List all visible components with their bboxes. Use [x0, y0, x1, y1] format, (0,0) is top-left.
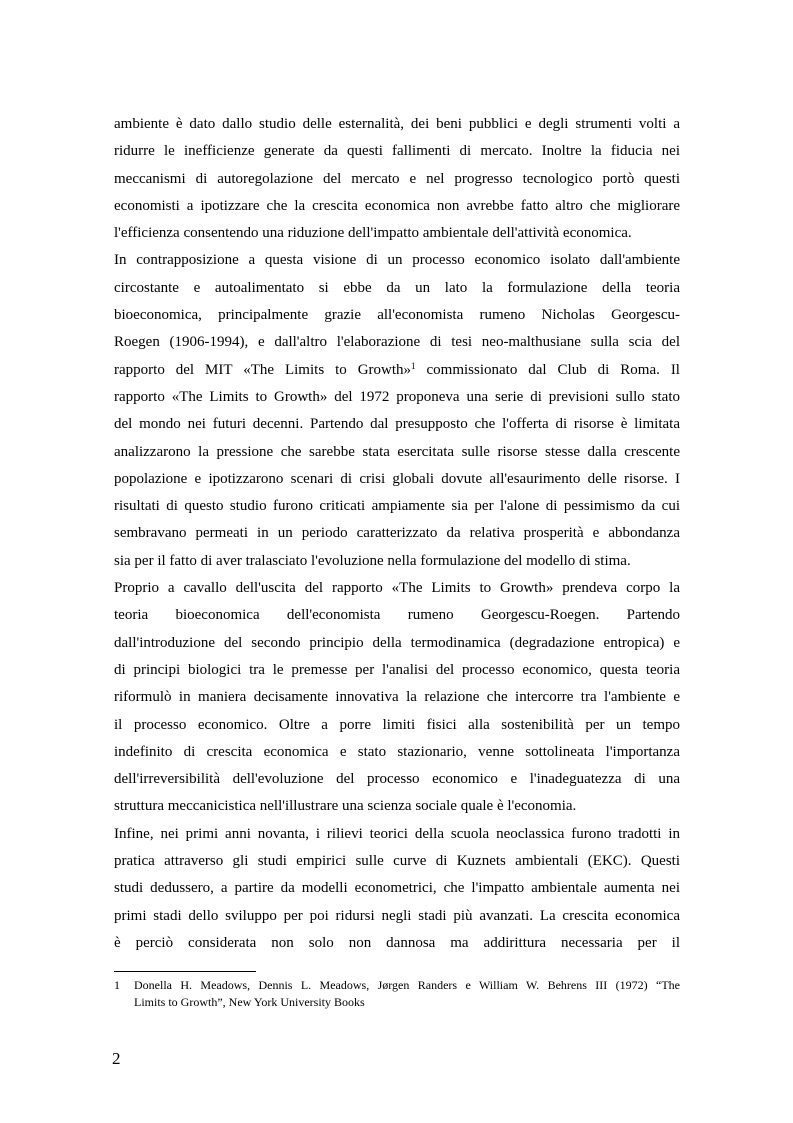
footnote-separator	[114, 971, 256, 972]
text-line: dell'irreversibilità dell'evoluzione del processo economico e l'inadeguatezza di una	[114, 771, 680, 788]
text-line: popolazione e ipotizzarono scenari di crisi globali dovute all'esaurimento delle risorse. I	[114, 470, 680, 487]
paragraph-3	[114, 575, 680, 821]
text-line: è perciò considerata non solo non dannosa ma addirittura necessaria per il	[114, 934, 680, 951]
text-line: economisti a ipotizzare che la crescita economica non avrebbe fatto altro che migliorare	[114, 197, 680, 214]
text-line: analizzarono la pressione che sarebbe stata esercitata sulle risorse stesse dalla crescente	[114, 443, 680, 460]
text-line: riformulò in maniera decisamente innovativa la relazione che intercorre tra l'ambiente e	[114, 689, 680, 706]
text-line: il processo economico. Oltre a porre limiti fisici alla sostenibilità per un tempo	[114, 716, 680, 733]
text-line: rapporto «The Limits to Growth» del 1972 proponeva una serie di previsioni sullo stato	[114, 388, 680, 405]
text-line: sembravano permeati in un periodo caratterizzato da relativa prosperità e abbondanza	[114, 525, 680, 542]
paragraph-2	[114, 247, 680, 575]
footnote-number: 1	[114, 978, 120, 992]
text-line: Proprio a cavallo dell'uscita del rapporto «The Limits to Growth» prendeva corpo la	[114, 580, 680, 597]
text-line: pratica attraverso gli studi empirici sulle curve di Kuznets ambientali (EKC). Questi	[114, 853, 680, 870]
text-line: Roegen (1906-1994), e dall'altro l'elaborazione di tesi neo-malthusiane sulla scia del	[114, 334, 680, 351]
text-line: risultati di questo studio furono criticati ampiamente sia per l'alone di pessimismo da cui	[114, 498, 680, 515]
text-line: sia per il fatto di aver tralasciato l'evoluzione nella formulazione del modello di stima.	[114, 552, 631, 569]
text-line: studi dedussero, a partire da modelli econometrici, che l'impatto ambientale aumenta nei	[114, 880, 680, 897]
text-line: ridurre le inefficienze generate da questi fallimenti di mercato. Inoltre la fiducia nei	[114, 143, 680, 160]
footnote-reference[interactable]: 1	[411, 360, 416, 371]
text-line: l'efficienza consentendo una riduzione dell'impatto ambientale dell'attività economica.	[114, 225, 632, 242]
text-line: indefinito di crescita economica e stato stazionario, venne sottolineata l'importanza	[114, 743, 680, 760]
text-line: bioeconomica, principalmente grazie all'economista rumeno Nicholas Georgescu-	[114, 307, 680, 324]
text-line: ambiente è dato dallo studio delle esternalità, dei beni pubblici e degli strumenti volti a	[114, 116, 680, 132]
footnote-line: Donella H. Meadows, Dennis L. Meadows, Jørgen Randers e William W. Behrens III (1972) “The	[134, 978, 680, 992]
footnote-text	[134, 977, 680, 1011]
paragraph-1	[114, 111, 680, 247]
text-line: meccanismi di autoregolazione del mercato e nel progresso tecnologico portò questi	[114, 170, 680, 187]
text-line: teoria bioeconomica dell'economista rumeno Georgescu-Roegen. Partendo	[114, 607, 680, 624]
text-line: circostante e autoalimentato si ebbe da un lato la formulazione della teoria	[114, 279, 680, 296]
body-text	[114, 111, 680, 957]
footnote-line: Limits to Growth”, New York University Books	[134, 995, 365, 1009]
text-line: di principi biologici tra le premesse per l'analisi del processo economico, questa teoria	[114, 661, 680, 678]
text-line: dall'introduzione del secondo principio della termodinamica (degradazione entropica) e	[114, 634, 680, 651]
text-line: del mondo nei futuri decenni. Partendo dal presupposto che l'offerta di risorse è limitata	[114, 416, 680, 433]
text-line-with-footnote-ref	[114, 357, 680, 384]
paragraph-4	[114, 821, 680, 957]
text-line: struttura meccanicistica nell'illustrare una scienza sociale quale è l'economia.	[114, 798, 577, 815]
text-line: primi stadi dello sviluppo per poi ridursi negli stadi più avanzati. La crescita economica	[114, 907, 680, 924]
text-segment: commissionato dal Club di Roma. Il	[415, 361, 680, 378]
text-segment: rapporto del MIT «The Limits to Growth»	[114, 361, 412, 378]
footnote	[114, 977, 680, 1011]
page-number: 2	[112, 1049, 121, 1068]
text-line: Infine, nei primi anni novanta, i rilievi teorici della scuola neoclassica furono tradotti in	[114, 825, 680, 842]
text-line: In contrapposizione a questa visione di un processo economico isolato dall'ambiente	[114, 252, 680, 269]
